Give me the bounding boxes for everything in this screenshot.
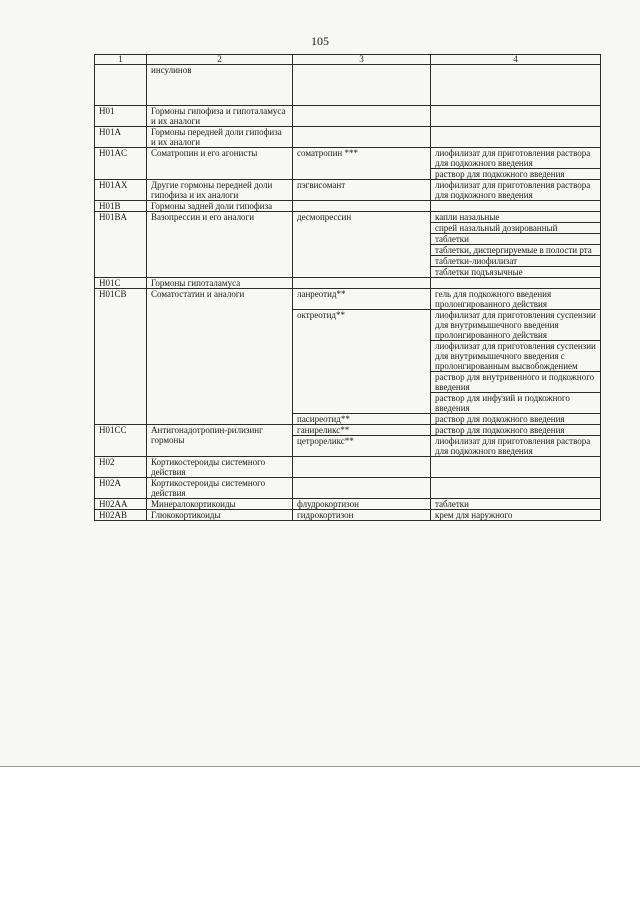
group-name: Другие гормоны передней доли гипофиза и их аналоги <box>147 180 293 201</box>
atc-code: H01AC <box>95 148 147 180</box>
drug-name: ланреотид** <box>293 289 431 310</box>
drug-name: флудрокортизон <box>293 499 431 510</box>
atc-code: H02 <box>95 457 147 478</box>
dosage-form: капли назальные <box>431 212 601 223</box>
dosage-form <box>431 65 601 106</box>
table-row <box>95 289 601 310</box>
atc-code <box>95 65 147 106</box>
group-name: Вазопрессин и его аналоги <box>147 212 293 278</box>
drug-name: соматропин *** <box>293 148 431 180</box>
dosage-form: таблетки, диспергируемые в полости рта <box>431 245 601 256</box>
group-name: Гормоны задней доли гипофиза <box>147 201 293 212</box>
dosage-form: раствор для подкожного введения <box>431 169 601 180</box>
dosage-form: раствор для подкожного введения <box>431 425 601 436</box>
dosage-form: таблетки <box>431 234 601 245</box>
group-name: Соматостатин и аналоги <box>147 289 293 425</box>
group-name: Кортикостероиды системного действия <box>147 478 293 499</box>
group-name: Гормоны гипофиза и гипоталамуса и их аналоги <box>147 106 293 127</box>
atc-code: H01AX <box>95 180 147 201</box>
group-name: Кортикостероиды системного действия <box>147 457 293 478</box>
dosage-form <box>431 106 601 127</box>
dosage-form: таблетки подъязычные <box>431 267 601 278</box>
drug-name <box>293 457 431 478</box>
drug-table <box>94 54 601 521</box>
atc-code: H01BA <box>95 212 147 278</box>
table-row <box>95 425 601 436</box>
group-name: Минералокортикоиды <box>147 499 293 510</box>
dosage-form <box>431 201 601 212</box>
atc-code: H02AB <box>95 510 147 521</box>
dosage-form <box>431 127 601 148</box>
atc-code: H01C <box>95 278 147 289</box>
atc-code: H01CC <box>95 425 147 457</box>
table-row <box>95 65 601 106</box>
drug-name: десмопрессин <box>293 212 431 278</box>
column-header: 4 <box>431 55 601 65</box>
atc-code: H02AA <box>95 499 147 510</box>
page-number: 105 <box>311 34 329 48</box>
group-name: Глюкокортикоиды <box>147 510 293 521</box>
dosage-form: раствор для внутривенного и подкожного введения <box>431 372 601 393</box>
table-header-row <box>95 55 601 65</box>
drug-name <box>293 201 431 212</box>
dosage-form <box>431 478 601 499</box>
dosage-form: раствор для подкожного введения <box>431 414 601 425</box>
atc-code: H01 <box>95 106 147 127</box>
table-row <box>95 278 601 289</box>
dosage-form: лиофилизат для приготовления раствора для подкожного введения <box>431 148 601 169</box>
group-name: Гормоны передней доли гипофиза и их аналоги <box>147 127 293 148</box>
group-name: Соматропин и его агонисты <box>147 148 293 180</box>
table-row <box>95 457 601 478</box>
table-row <box>95 180 601 201</box>
dosage-form: таблетки-лиофилизат <box>431 256 601 267</box>
drug-name: цетрореликс** <box>293 436 431 457</box>
table-row <box>95 499 601 510</box>
group-name: инсулинов <box>147 65 293 106</box>
table-row <box>95 201 601 212</box>
dosage-form: лиофилизат для приготовления раствора для подкожного введения <box>431 436 601 457</box>
dosage-form <box>431 278 601 289</box>
atc-code: H01B <box>95 201 147 212</box>
drug-name: ганиреликс** <box>293 425 431 436</box>
column-header: 2 <box>147 55 293 65</box>
column-header: 1 <box>95 55 147 65</box>
drug-name: пасиреотид** <box>293 414 431 425</box>
atc-code: H02A <box>95 478 147 499</box>
table-row <box>95 106 601 127</box>
table-row <box>95 478 601 499</box>
column-header: 3 <box>293 55 431 65</box>
table-row <box>95 212 601 223</box>
group-name: Гормоны гипоталамуса <box>147 278 293 289</box>
table-row <box>95 148 601 169</box>
dosage-form: лиофилизат для приготовления суспензии для внутримышечного введения пролонгированного действия <box>431 310 601 341</box>
group-name: Антигонадотропин-рилизинг гормоны <box>147 425 293 457</box>
table-row <box>95 510 601 521</box>
atc-code: H01CB <box>95 289 147 425</box>
dosage-form: лиофилизат для приготовления раствора для подкожного введения <box>431 180 601 201</box>
dosage-form: раствор для инфузий и подкожного введения <box>431 393 601 414</box>
drug-name <box>293 65 431 106</box>
drug-name: пэгвисомант <box>293 180 431 201</box>
table-row <box>95 127 601 148</box>
atc-code: H01A <box>95 127 147 148</box>
drug-name <box>293 278 431 289</box>
dosage-form: таблетки <box>431 499 601 510</box>
blank-background <box>0 767 640 905</box>
drug-name <box>293 106 431 127</box>
dosage-form: лиофилизат для приготовления суспензии для внутримышечного введения с пролонгированным высвобождением <box>431 341 601 372</box>
dosage-form: гель для подкожного введения пролонгированного действия <box>431 289 601 310</box>
dosage-form <box>431 457 601 478</box>
drug-name: гидрокортизон <box>293 510 431 521</box>
drug-name: октреотид** <box>293 310 431 414</box>
drug-name <box>293 478 431 499</box>
drug-name <box>293 127 431 148</box>
dosage-form: крем для наружного <box>431 510 601 521</box>
dosage-form: спрей назальный дозированный <box>431 223 601 234</box>
